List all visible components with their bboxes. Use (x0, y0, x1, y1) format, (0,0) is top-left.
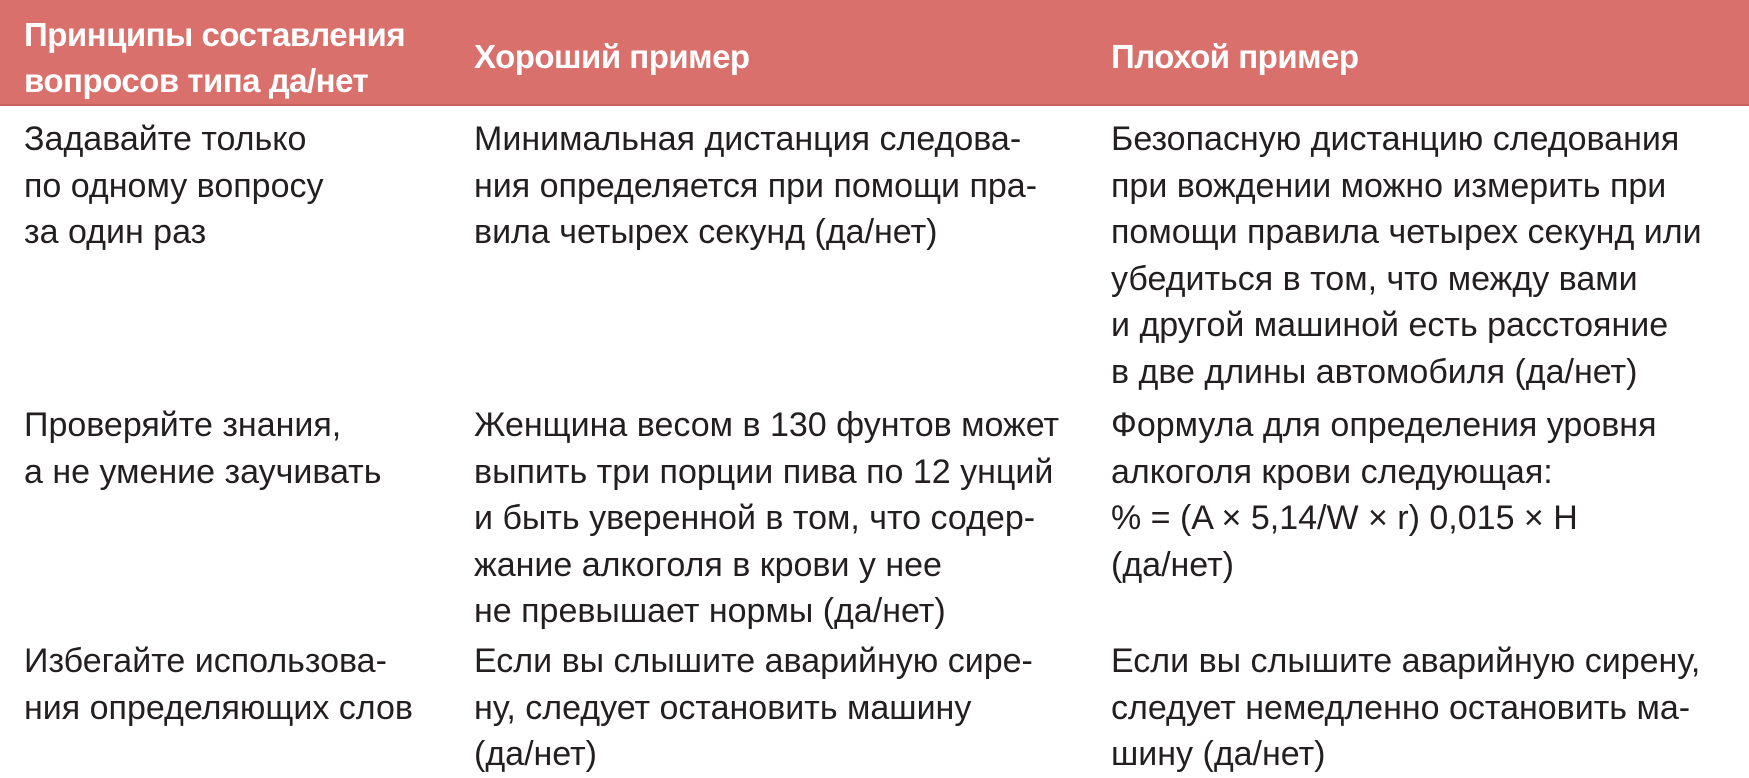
bad-example-cell: Формула для определения уровня алкоголя крови следующая: % = (A × 5,14/W × r) 0,015 × H (да/нет) (1111, 406, 1657, 584)
bad-example-cell: Если вы слышите аварийную сирену, следует немедленно остановить ма- шину (да/нет) (1111, 642, 1701, 773)
good-example-cell: Женщина весом в 130 фунтов может выпить три порции пива по 12 унций и быть уверенной в том, что содер- жание алкоголя в крови у нее не превышает нормы (да/нет) (474, 406, 1060, 630)
header-principles: Принципы составления вопросов типа да/нет (24, 16, 406, 99)
table-header (0, 0, 1749, 106)
principle-cell: Избегайте использова- ния определяющих слов (24, 642, 413, 727)
good-example-cell: Если вы слышите аварийную сире- ну, следует остановить машину (да/нет) (474, 642, 1033, 773)
header-bad-example: Плохой пример (1111, 38, 1359, 75)
good-example-cell: Минимальная дистанция следова- ния определяется при помощи пра- вила четырех секунд (да/нет) (474, 120, 1038, 251)
principle-cell: Задавайте только по одному вопросу за один раз (24, 120, 324, 251)
header-good-example: Хороший пример (474, 38, 750, 75)
bad-example-cell: Безопасную дистанцию следования при вождении можно измерить при помощи правила четырех секунд или убедиться в том, что между вами и другой машиной есть расстояние в две длины автомобиля (да/нет) (1111, 120, 1702, 391)
principle-cell: Проверяйте знания, а не умение заучивать (24, 406, 382, 491)
